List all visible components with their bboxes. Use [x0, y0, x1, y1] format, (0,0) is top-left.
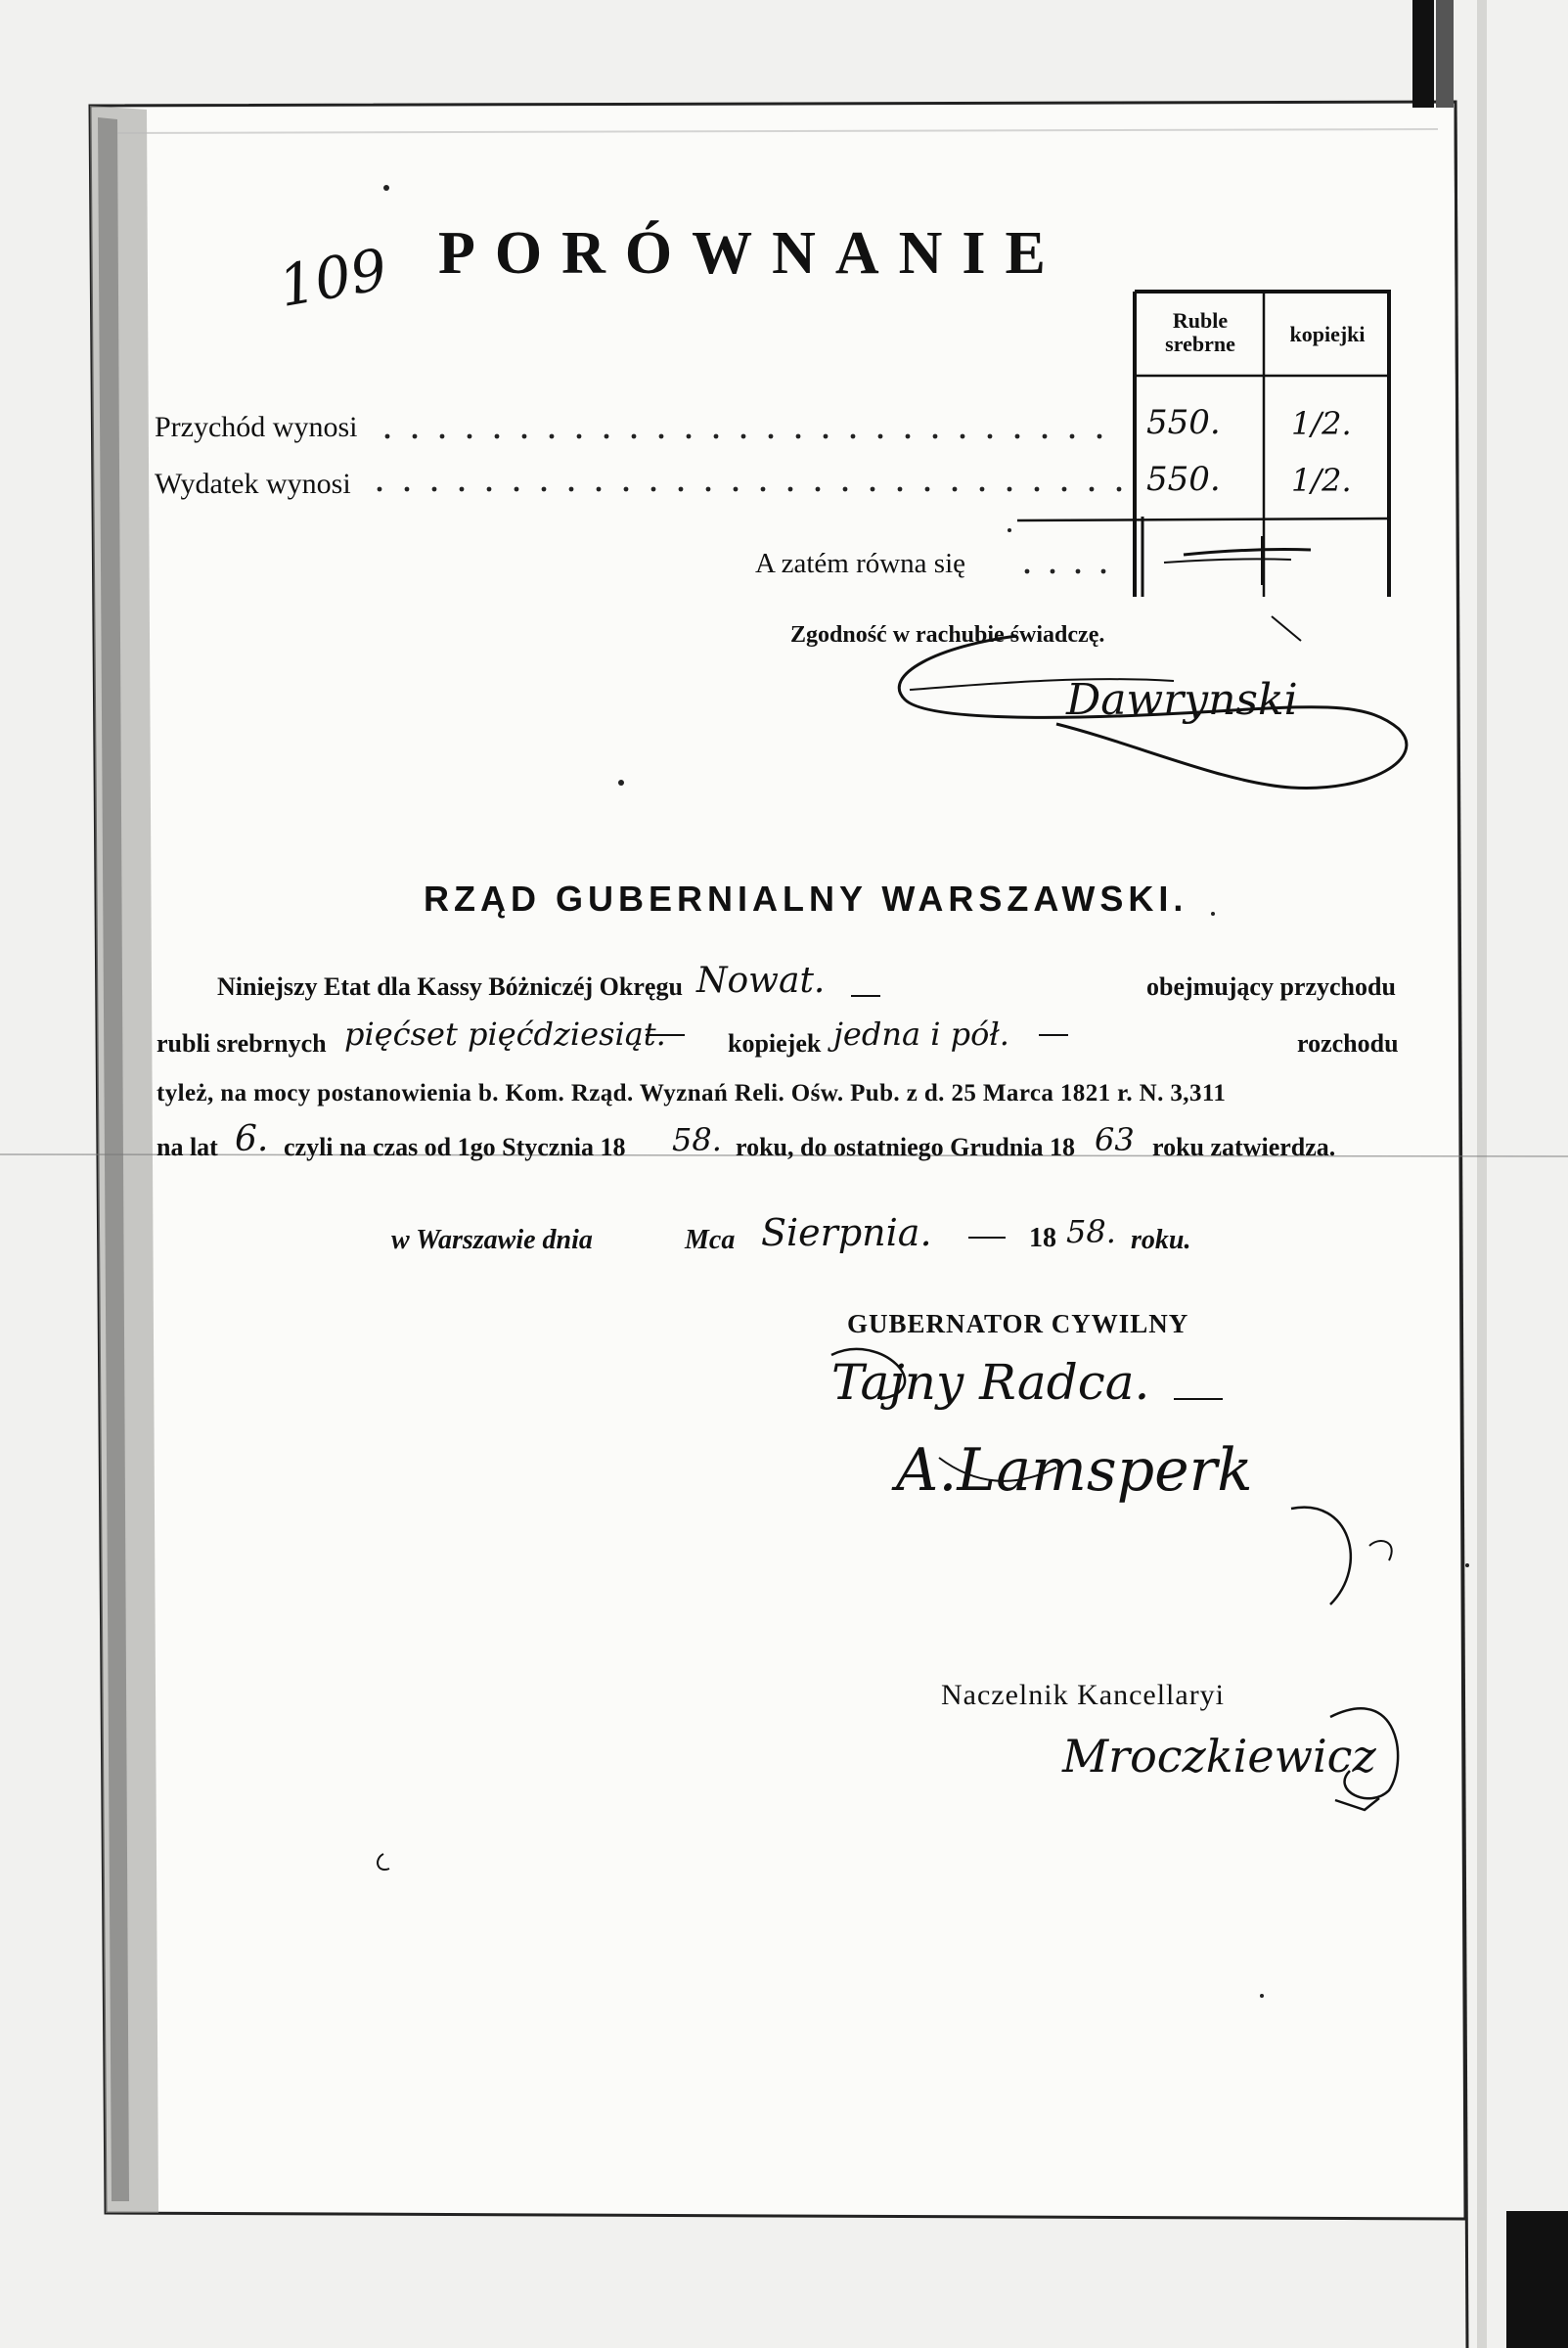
table-header-rubles: Ruble srebrne — [1165, 308, 1235, 356]
place-date-month-label: Mca — [685, 1225, 736, 1255]
place-date-year: 58. — [1066, 1213, 1116, 1250]
expense-rubles: 550. — [1146, 460, 1221, 499]
place-date-year-prefix: 18 — [1029, 1223, 1056, 1253]
place-date-month: Sierpnia. — [761, 1211, 932, 1254]
body-line-2-mid: kopiejek — [728, 1029, 822, 1058]
body-kopecks-words: jedna i pół. — [833, 1016, 1009, 1053]
income-label: Przychód wynosi — [155, 411, 358, 443]
attestation-text: Zgodność w rachubie świadczę. — [790, 622, 1105, 648]
attestation-signature: Dawrynski — [1066, 675, 1298, 725]
body-line-2-start: rubli srebrnych — [157, 1029, 327, 1058]
body-line-3: tyleż, na mocy postanowienia b. Kom. Rząd. Wyznań Reli. Ośw. Pub. z d. 25 Marca 1821 r. N. 3,311 — [157, 1080, 1227, 1106]
body-rubles-words: pięćset pięćdziesiąt. — [344, 1016, 666, 1053]
authority-heading: RZĄD GUBERNIALNY WARSZAWSKI. — [424, 879, 1188, 919]
chancellery-title: Naczelnik Kancellaryi — [941, 1679, 1226, 1711]
income-rubles: 550. — [1146, 403, 1221, 442]
body-line-4-a: na lat — [157, 1133, 218, 1161]
place-date-prefix: w Warszawie dnia — [391, 1225, 593, 1255]
body-line-2-end: rozchodu — [1297, 1029, 1399, 1058]
expense-label: Wydatek wynosi — [155, 468, 351, 500]
body-line-4-b: czyli na czas od 1go Stycznia 18 — [284, 1133, 626, 1161]
governor-title: GUBERNATOR CYWILNY — [847, 1309, 1189, 1338]
governor-rank: Tajny Radca. — [831, 1354, 1150, 1411]
balance-label: A zatém równa się — [755, 548, 966, 579]
body-district: Nowat. — [696, 961, 826, 1001]
body-line-1-start: Niniejszy Etat dla Kassy Bóżniczéj Okręgu — [217, 972, 683, 1001]
body-line-4-d: roku zatwierdza. — [1152, 1133, 1336, 1161]
governor-signature: A.Lamsperk — [896, 1436, 1253, 1505]
body-from-year: 58. — [672, 1121, 722, 1158]
expense-kopecks: 1/2. — [1291, 462, 1352, 499]
income-kopecks: 1/2. — [1291, 405, 1352, 442]
page-title: PORÓWNANIE — [438, 220, 1065, 287]
place-date-suffix: roku. — [1131, 1225, 1191, 1255]
table-header-kopecks: kopiejki — [1289, 322, 1366, 346]
page-number: 109 — [273, 235, 392, 321]
body-to-year: 63 — [1095, 1121, 1135, 1158]
body-line-4-c: roku, do ostatniego Grudnia 18 — [736, 1133, 1075, 1161]
chancellery-signature: Mroczkiewicz — [1062, 1730, 1376, 1783]
body-years: 6. — [235, 1119, 269, 1159]
body-line-1-end: obejmujący przychodu — [1146, 972, 1396, 1001]
